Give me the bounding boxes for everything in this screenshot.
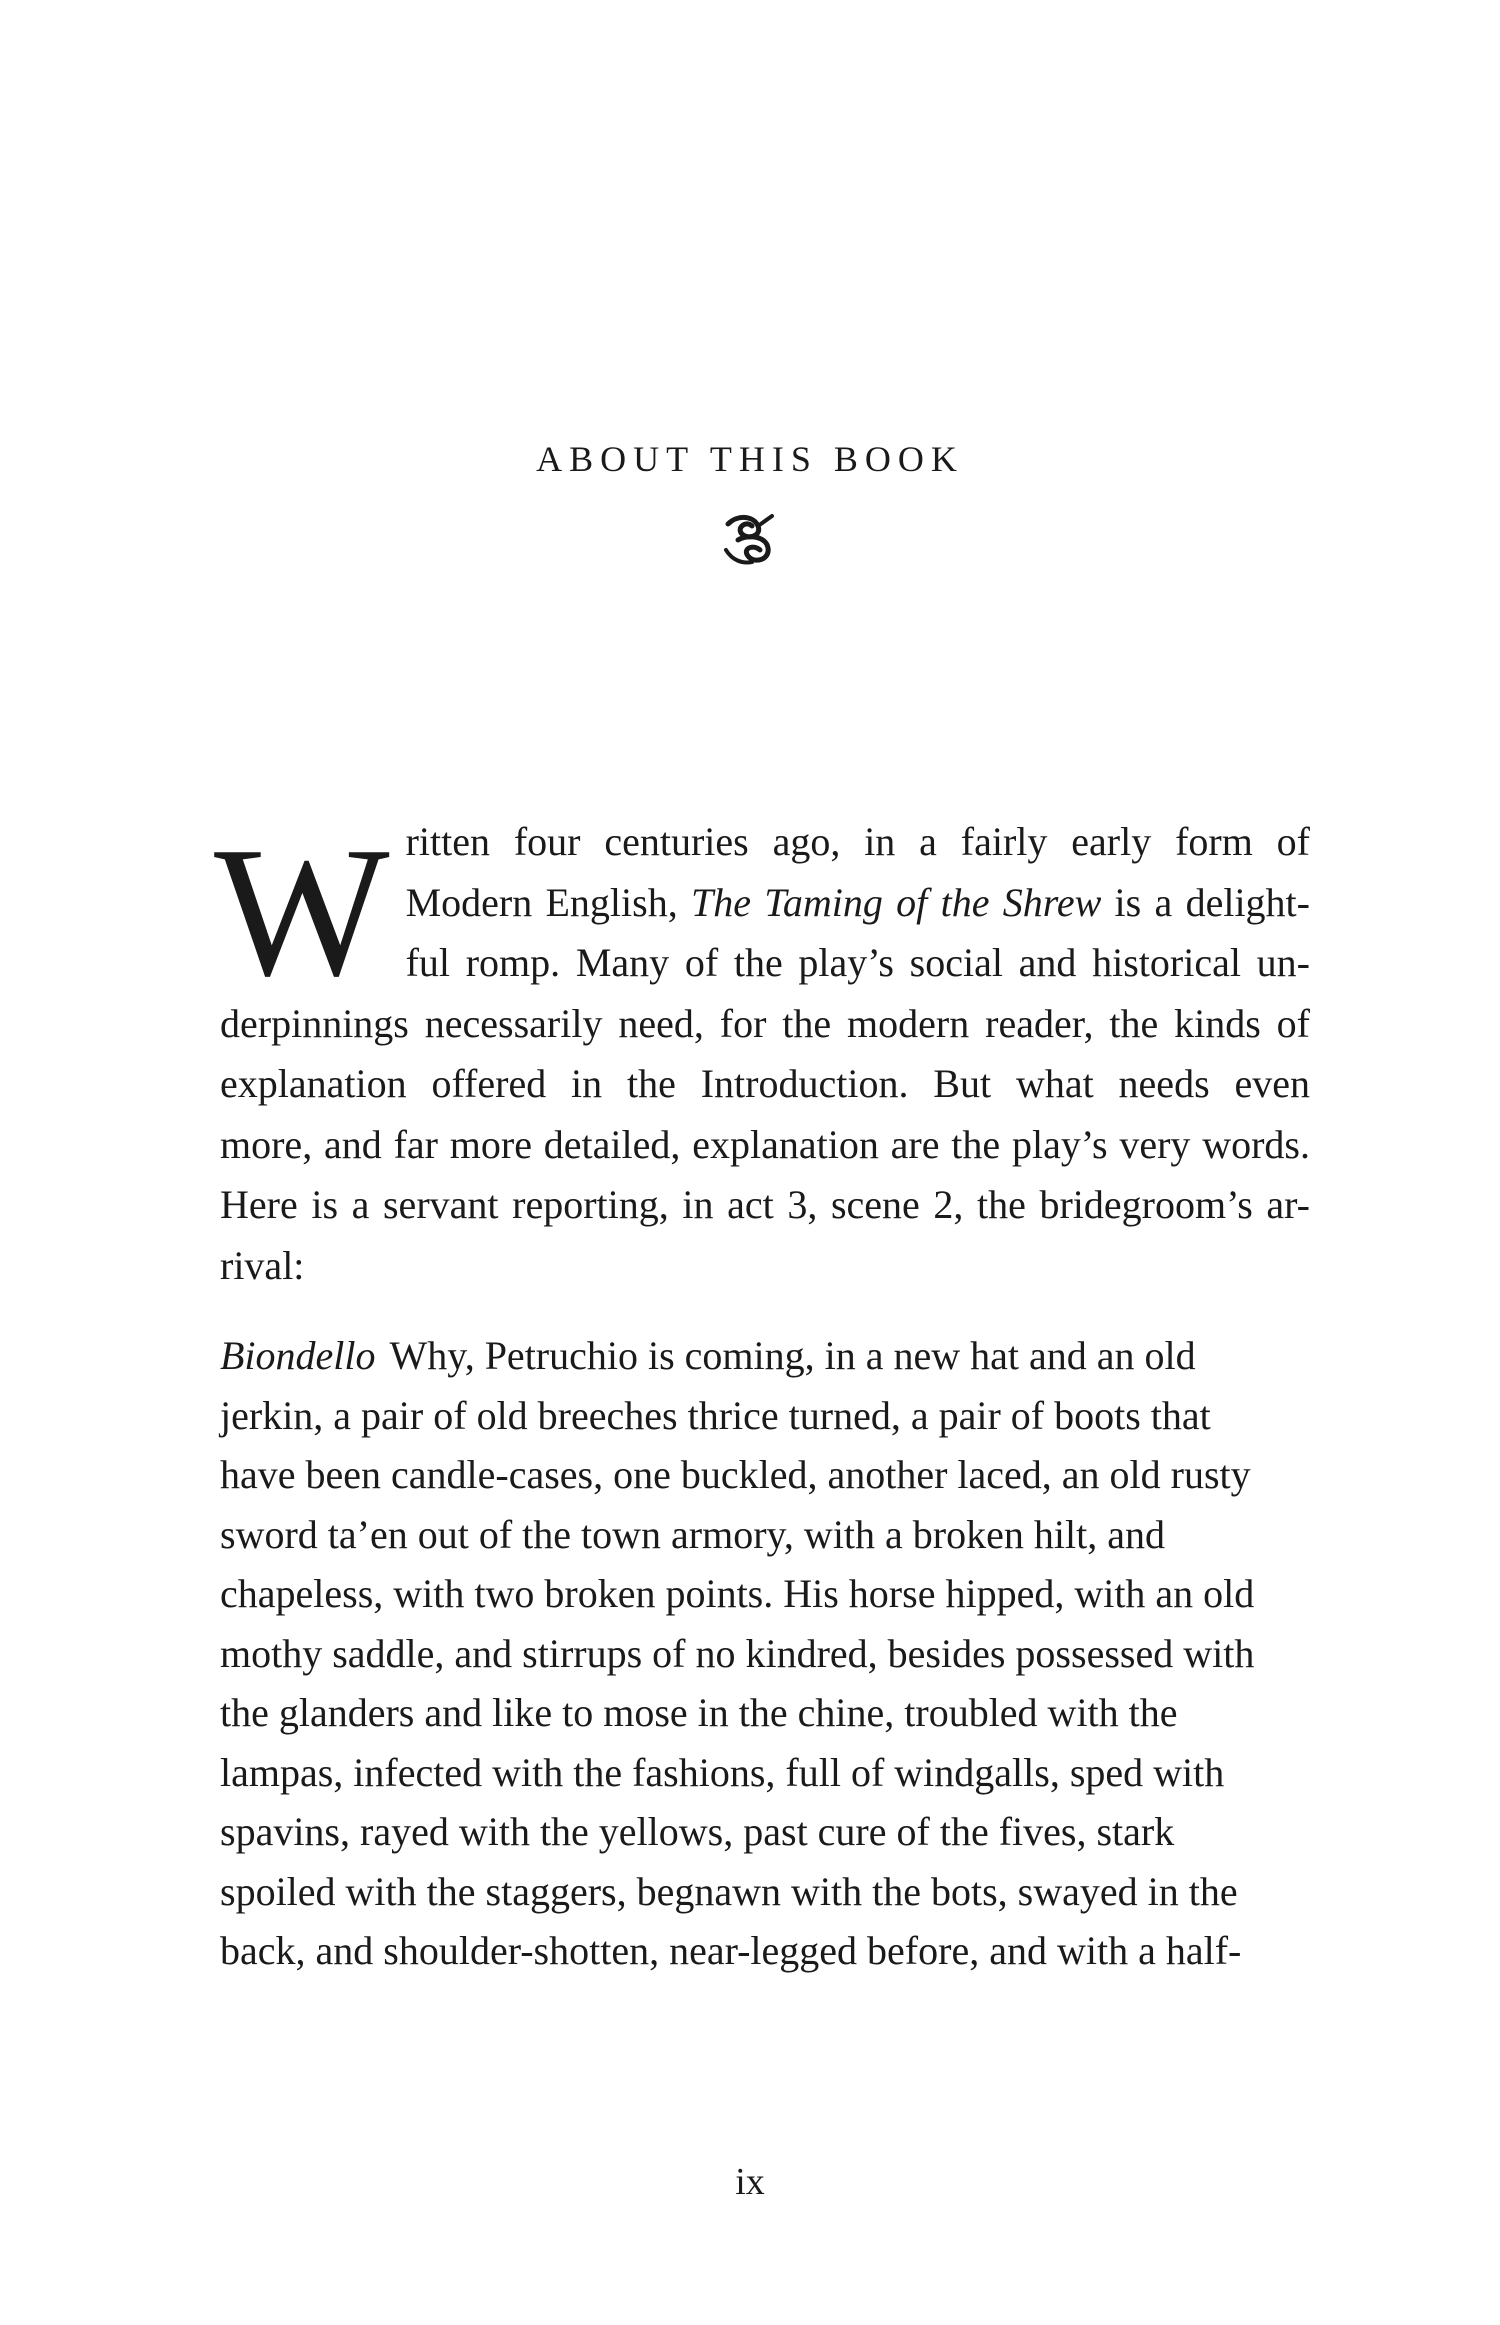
quote-line: chapeless, with two broken points. His horse hipped, with an old: [220, 1571, 1255, 1616]
intro-paragraph: [214, 809, 1310, 1296]
page-number: ix: [735, 2161, 765, 2203]
quote-line: sword ta’en out of the town armory, with a broken hilt, and: [220, 1511, 1165, 1557]
text-line: rival:: [220, 1242, 305, 1288]
quote-line: back, and shoulder-shotten, near-legged before, and with a half-: [220, 1928, 1242, 1973]
quote-line: [220, 1326, 1320, 1386]
text-fragment: is a delight-: [1101, 879, 1310, 925]
quote-line: the glanders and like to mose in the chine, troubled with the: [220, 1690, 1178, 1735]
text-fragment: Modern English,: [405, 879, 692, 925]
text-line: explanation offered in the Introduction. But what needs even: [220, 1061, 1310, 1106]
quote-line: jerkin, a pair of old breeches thrice turned, a pair of boots that: [220, 1392, 1211, 1438]
quote-line: have been candle-cases, one buckled, another laced, an old rusty: [220, 1452, 1251, 1497]
quote-line: spavins, rayed with the yellows, past cure of the fives, stark: [220, 1809, 1175, 1854]
speaker-name: Biondello: [220, 1333, 376, 1378]
text-line: derpinnings necessarily need, for the modern reader, the kinds of: [220, 1000, 1310, 1046]
quote-line: lampas, infected with the fashions, full of windgalls, sped with: [220, 1749, 1225, 1795]
fleuron-icon: [718, 510, 782, 570]
text-line: ful romp. Many of the play’s social and historical un-: [405, 940, 1310, 985]
book-title: The Taming of the Shrew: [691, 879, 1102, 925]
quote-line: spoiled with the staggers, begnawn with the bots, swayed in the: [220, 1868, 1238, 1914]
block-quote: [220, 1326, 1320, 1981]
text-line: ritten four centuries ago, in a fairly early form of: [405, 819, 1310, 864]
text-line: more, and far more detailed, explanation are the play’s very words.: [220, 1121, 1310, 1167]
page-title: ABOUT THIS BOOK: [536, 439, 964, 479]
drop-cap: W: [214, 809, 390, 1015]
text-line: Here is a servant reporting, in act 3, scene 2, the bridegroom’s ar-: [220, 1182, 1310, 1227]
quote-text: Why, Petruchio is coming, in a new hat and an old: [389, 1333, 1196, 1378]
quote-line: mothy saddle, and stirrups of no kindred, besides possessed with: [220, 1630, 1255, 1676]
